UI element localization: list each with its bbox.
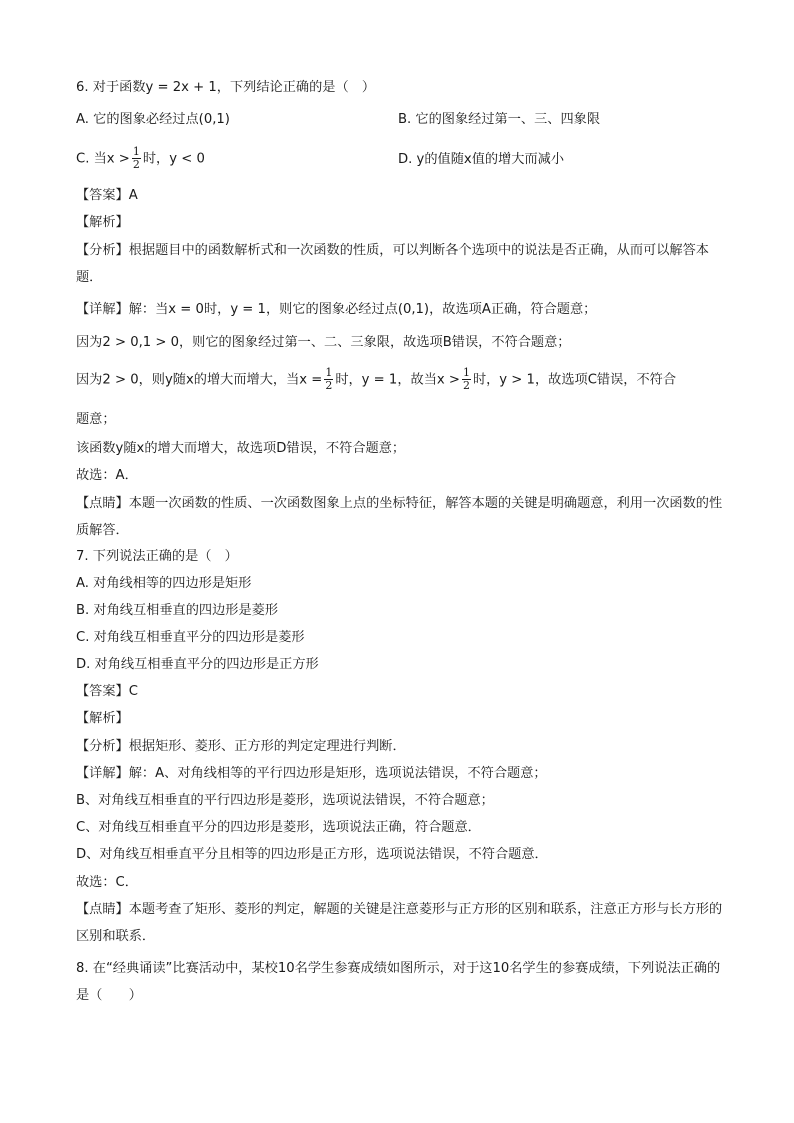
q6-stem: 6. 对于函数y = 2x + 1，下列结论正确的是（ ）	[76, 80, 376, 95]
q6-option-d: D. y的值随x值的增大而减小	[398, 152, 565, 167]
fraction-denominator: 2	[132, 158, 140, 171]
fraction	[132, 146, 141, 171]
q6-option-c-post: 时，y < 0	[142, 151, 205, 167]
q6-analysis-label: 【解析】	[76, 215, 129, 230]
q7-choose: 故选：C．	[76, 875, 138, 890]
q6-key-point: 【点睛】本题一次函数的性质、一次函数图象上点的坐标特征，解答本题的关键是明确题意，利用一次函数的性质解答．	[76, 496, 723, 538]
q6-analysis: 【分析】根据题目中的函数解析式和一次函数的性质，可以判断各个选项中的说法是否正确，从而可以解答本题．	[76, 243, 709, 285]
q6-detail-3-mid: 时，y = 1，故当x >	[335, 372, 460, 388]
fraction-numerator: 1	[462, 366, 470, 379]
q6-choose: 故选：A．	[76, 468, 138, 483]
fraction-denominator: 2	[462, 379, 470, 392]
fraction-numerator: 1	[132, 145, 140, 158]
fraction-numerator: 1	[325, 366, 333, 379]
q6-detail-3-cont: 题意；	[76, 412, 116, 427]
q7-key-point: 【点睛】本题考查了矩形、菱形的判定，解题的关键是注意菱形与正方形的区别和联系，注意正方形与长方形的区别和联系．	[76, 902, 723, 944]
q7-analysis: 【分析】根据矩形、菱形、正方形的判定定理进行判断．	[76, 739, 406, 754]
q7-option-b: B. 对角线互相垂直的四边形是菱形	[76, 603, 279, 618]
q6-detail-3-post: 时，y > 1，故选项C错误，不符合	[472, 372, 677, 388]
q6-option-b: B. 它的图象经过第一、三、四象限	[398, 112, 601, 127]
q7-analysis-label: 【解析】	[76, 711, 129, 726]
q6-detail-4: 该函数y随x的增大而增大，故选项D错误，不符合题意；	[76, 441, 406, 456]
q6-answer: 【答案】A	[76, 188, 138, 203]
q6-detail-3	[76, 367, 726, 392]
q7-option-c: C. 对角线互相垂直平分的四边形是菱形	[76, 630, 305, 645]
q7-detail-4: D、对角线互相垂直平分且相等的四边形是正方形，选项说法错误，不符合题意．	[76, 847, 548, 862]
q7-answer: 【答案】C	[76, 684, 138, 699]
fraction	[462, 367, 471, 392]
q7-detail-1: 【详解】解：A、对角线相等的平行四边形是矩形，选项说法错误，不符合题意；	[76, 766, 547, 781]
fraction	[324, 367, 333, 392]
q7-detail-2: B、对角线互相垂直的平行四边形是菱形，选项说法错误，不符合题意；	[76, 793, 494, 808]
q7-stem: 7. 下列说法正确的是（ ）	[76, 549, 238, 564]
q6-detail-1: 【详解】解：当x = 0时，y = 1，则它的图象必经过点(0,1)，故选项A正确，符合题意；	[76, 302, 597, 317]
q7-option-d: D. 对角线互相垂直平分的四边形是正方形	[76, 657, 319, 672]
fraction-denominator: 2	[325, 379, 333, 392]
q6-option-c-pre: C. 当x >	[76, 151, 130, 167]
q8-stem: 8. 在“经典诵读”比赛活动中，某校10名学生参赛成绩如图所示，对于这10名学生的参赛成绩，下列说法正确的是（ ）	[76, 961, 721, 1003]
q6-detail-3-pre: 因为2 > 0，则y随x的增大而增大，当x =	[76, 372, 323, 388]
q7-detail-3: C、对角线互相垂直平分的四边形是菱形，选项说法正确，符合题意．	[76, 820, 481, 835]
q6-detail-2: 因为2 > 0,1 > 0，则它的图象经过第一、二、三象限，故选项B错误，不符合题意；	[76, 335, 571, 350]
q6-option-a: A. 它的图象必经过点(0,1)	[76, 112, 230, 127]
q7-option-a: A. 对角线相等的四边形是矩形	[76, 576, 252, 591]
